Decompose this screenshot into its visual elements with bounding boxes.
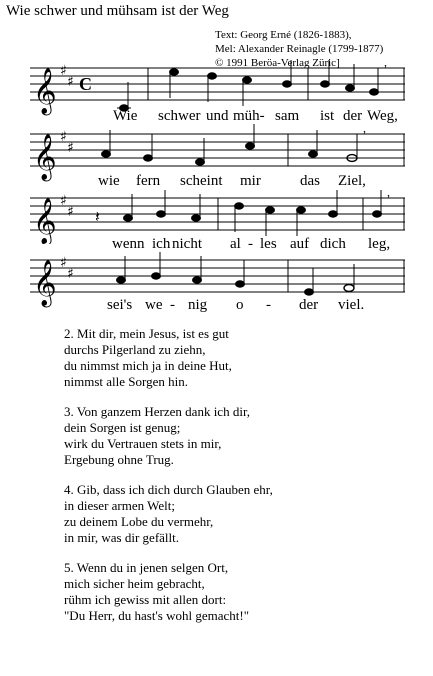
verse-line: 4. Gib, dass ich dich durch Glauben ehr, <box>64 482 273 497</box>
verse-line: 5. Wenn du in jenen selgen Ort, <box>64 560 229 575</box>
lyric: viel. <box>338 297 365 313</box>
breath-mark-icon: , <box>363 124 366 135</box>
verse-5 <box>64 560 273 624</box>
lyric: Wie <box>113 108 138 124</box>
lyric: nicht <box>172 236 202 252</box>
song-title: Wie schwer und mühsam ist der Weg <box>6 3 229 19</box>
lyric: ich <box>152 236 171 252</box>
lyric: und <box>206 108 229 124</box>
lyric: al <box>230 236 241 252</box>
sharp-icon: ♯ <box>67 74 74 90</box>
treble-clef-icon: 𝄞 <box>33 260 57 306</box>
sharp-icon: ♯ <box>67 266 74 282</box>
treble-clef-icon: 𝄞 <box>33 198 57 244</box>
verse-line: durchs Pilgerland zu ziehn, <box>64 342 206 357</box>
verse-line: rühm ich gewiss mit allen dort: <box>64 592 227 607</box>
lyric: o <box>236 297 244 313</box>
breath-mark-icon: , <box>387 185 390 199</box>
verse-2 <box>64 326 273 390</box>
verse-line: wirk du Vertrauen stets in mir, <box>64 436 222 451</box>
verse-line: in dieser armen Welt; <box>64 498 175 513</box>
lyric: - <box>170 297 175 313</box>
verse-3 <box>64 404 273 468</box>
verse-line: "Du Herr, du hast's wohl gemacht!" <box>64 608 250 623</box>
music-system-3 <box>0 184 433 244</box>
verse-line: in mir, was dir gefällt. <box>64 530 180 545</box>
lyric: mir <box>240 173 261 189</box>
lyric: we <box>145 297 163 313</box>
lyric: fern <box>136 173 161 189</box>
treble-clef-icon: 𝄞 <box>33 134 57 180</box>
verse-line: nimmst alle Sorgen hin. <box>64 374 188 389</box>
lyric: les <box>260 236 277 252</box>
lyric: leg, <box>368 236 391 252</box>
lyric: auf <box>290 236 310 252</box>
verses-block <box>64 326 273 638</box>
verse-line: zu deinem Lobe du vermehr, <box>64 514 214 529</box>
lyric: das <box>300 173 320 189</box>
verse-line: du nimmst mich ja in deine Hut, <box>64 358 232 373</box>
copyright-credit: © 1991 Beröa-Verlag Züric] <box>215 57 340 69</box>
staff-4 <box>0 250 433 310</box>
lyric: sei's <box>107 297 133 313</box>
melody-composer-credit: Mel: Alexander Reinagle (1799-1877) <box>215 43 384 55</box>
time-signature: C <box>79 74 92 94</box>
lyric: - <box>248 236 253 252</box>
lyric: schwer <box>158 108 201 124</box>
verse-line: 2. Mit dir, mein Jesus, ist es gut <box>64 326 229 341</box>
breath-mark-icon: , <box>384 58 387 69</box>
verse-line: dein Sorgen ist genug; <box>64 420 181 435</box>
lyric: Weg, <box>367 108 398 124</box>
lyric: sam <box>275 108 300 124</box>
sharp-icon: ♯ <box>60 63 67 79</box>
sharp-icon: ♯ <box>60 129 67 145</box>
sharp-icon: ♯ <box>67 140 74 156</box>
music-system-4 <box>0 250 433 310</box>
lyric: dich <box>320 236 346 252</box>
lyric: müh- <box>233 108 265 124</box>
treble-clef-icon: 𝄞 <box>33 68 57 114</box>
lyric: Ziel, <box>338 173 366 189</box>
quarter-rest-icon: 𝄽 <box>95 207 100 226</box>
sharp-icon: ♯ <box>60 193 67 209</box>
lyric: wenn <box>112 236 145 252</box>
lyric: nig <box>188 297 208 313</box>
lyric: ist <box>320 108 335 124</box>
lyric: der <box>299 297 319 313</box>
verse-line: 3. Von ganzem Herzen dank ich dir, <box>64 404 250 419</box>
lyric: der <box>343 108 363 124</box>
sharp-icon: ♯ <box>67 204 74 220</box>
lyric: scheint <box>180 173 223 189</box>
verse-4 <box>64 482 273 546</box>
sharp-icon: ♯ <box>60 255 67 271</box>
staff-3 <box>0 184 433 244</box>
text-author-credit: Text: Georg Erné (1826-1883), <box>215 29 352 41</box>
lyric: - <box>266 297 271 313</box>
lyric: wie <box>98 173 120 189</box>
verse-line: Ergebung ohne Trug. <box>64 452 174 467</box>
verse-line: mich sicher heim gebracht, <box>64 576 205 591</box>
